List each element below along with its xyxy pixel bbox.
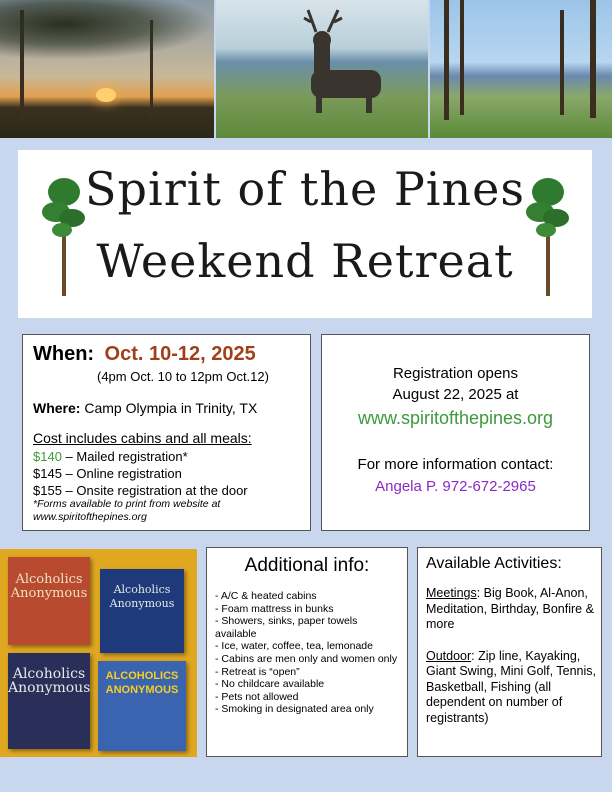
outdoor-label: Outdoor [426, 648, 472, 663]
additional-info-heading: Additional info: [244, 555, 370, 576]
book-cover: ALCOHOLICS ANONYMOUS [98, 661, 186, 751]
registration-box [321, 334, 590, 531]
list-item: - Ice, water, coffee, tea, lemonade [215, 640, 373, 653]
website-link[interactable]: www.spiritofthepines.org [357, 408, 554, 428]
cost-heading: Cost includes cabins and all meals: [33, 430, 252, 446]
list-item: - Retreat is “open” [215, 665, 300, 678]
registration-date: August 22, 2025 at [392, 386, 519, 403]
mailed-price: $140 [33, 449, 62, 464]
sunset-lake-photo [0, 0, 214, 138]
title-banner [18, 150, 592, 318]
mailed-registration: – Mailed registration* [61, 449, 188, 464]
event-details-box [22, 334, 311, 531]
book-cover: Alcoholics Anonymous [8, 653, 90, 749]
activities-box [417, 547, 602, 757]
list-item: - Showers, sinks, paper towels available [215, 615, 358, 640]
list-item: - A/C & heated cabins [215, 590, 317, 602]
additional-info-box [206, 547, 408, 757]
forms-footnote: *Forms available to print from website at www.spiritofthepines.org [33, 498, 221, 523]
deer-statue-photo [216, 0, 428, 138]
activities-heading: Available Activities: [426, 555, 562, 572]
meetings-label: Meetings [426, 586, 477, 600]
contact-info: Angela P. 972-672-2965 [375, 478, 536, 495]
book-cover: Alcoholics Anonymous [8, 557, 90, 645]
event-dates: Oct. 10-12, 2025 [104, 343, 256, 365]
big-book-covers-image [0, 549, 197, 757]
event-times: (4pm Oct. 10 to 12pm Oct.12) [97, 369, 269, 384]
when-label: When: [33, 343, 95, 365]
list-item: - Pets not allowed [215, 690, 299, 703]
pine-tree-icon [526, 172, 570, 296]
list-item: - Cabins are men only and women only [215, 652, 398, 665]
where-value: Camp Olympia in Trinity, TX [84, 400, 258, 416]
book-cover: Alcoholics Anonymous [100, 569, 184, 653]
where-label: Where: [33, 400, 81, 416]
registration-opens: Registration opens [392, 365, 519, 382]
title-line-1: Spirit of the Pines [85, 162, 525, 216]
outdoor-text: : Zip line, Kayaking, Giant Swing, Mini Golf, Tennis, Basketball, Fishing (all dependent on number of registrants) [426, 648, 596, 725]
lakeside-trees-photo [430, 0, 612, 138]
additional-info-list [215, 590, 401, 716]
online-registration: $145 – Online registration [33, 466, 182, 481]
title-line-2: Weekend Retreat [96, 234, 514, 288]
list-item: - Foam mattress in bunks [215, 602, 334, 615]
list-item: - Smoking in designated area only [215, 703, 374, 716]
contact-label: For more information contact: [357, 456, 554, 473]
list-item: - No childcare available [215, 678, 325, 691]
onsite-registration: $155 – Onsite registration at the door [33, 483, 248, 498]
meetings-text: : Big Book, Al-Anon, Meditation, Birthday, Bonfire & more [426, 586, 594, 631]
